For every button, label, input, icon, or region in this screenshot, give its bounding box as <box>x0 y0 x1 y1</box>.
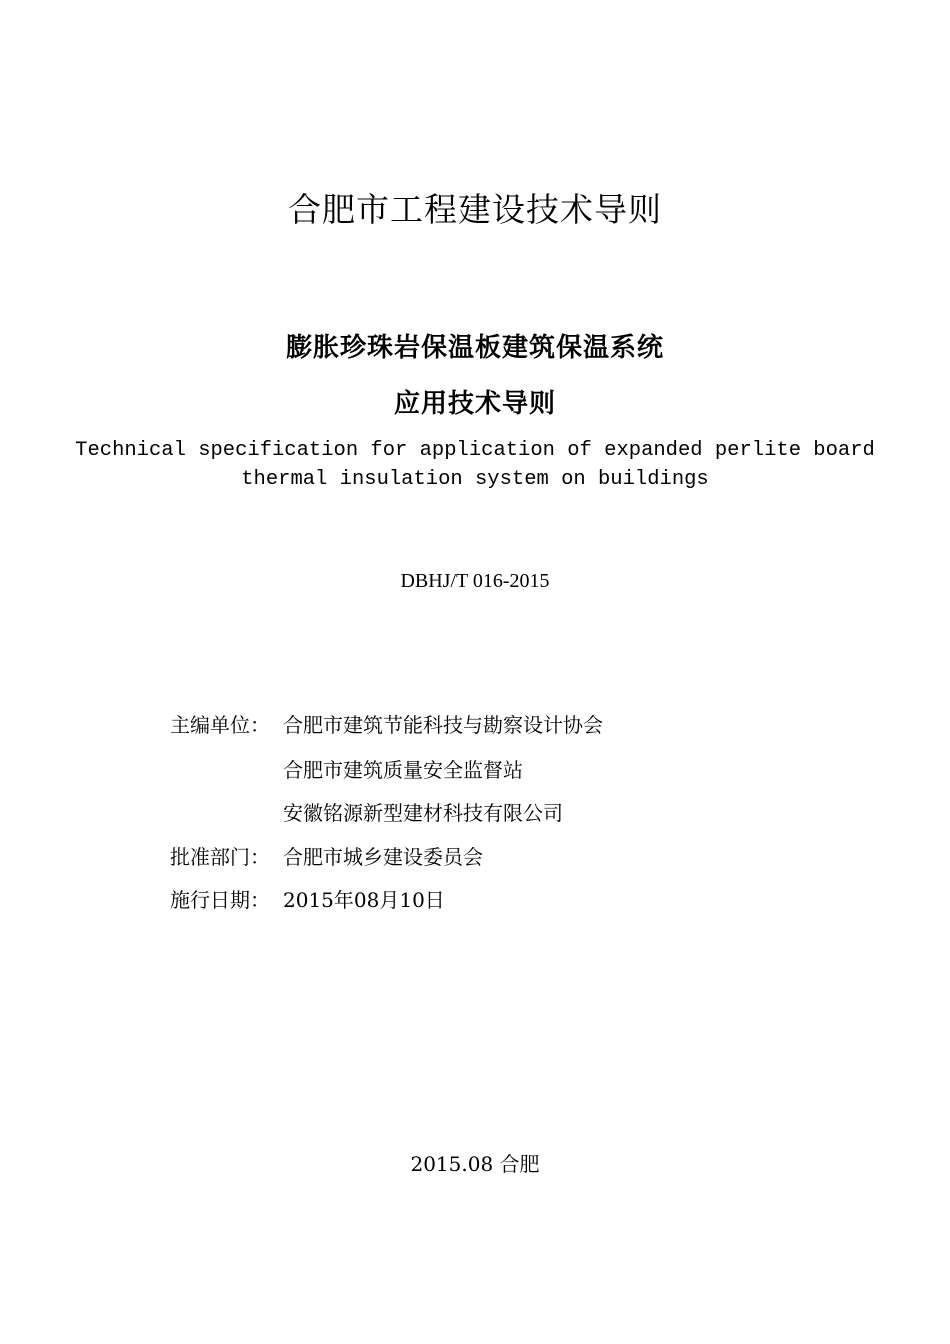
footer-date-place: 2015.08 合肥 <box>410 1152 540 1176</box>
chief-editor-3: 安徽铭源新型建材科技有限公司 <box>283 801 563 825</box>
document-title-cn-line2: 应用技术导则 <box>393 389 556 419</box>
standard-code: DBHJ/T 016-2015 <box>400 570 550 592</box>
chief-editor-1: 合肥市建筑节能科技与勘察设计协会 <box>283 713 603 737</box>
chief-editor-row <box>170 710 603 740</box>
approval-value: 合肥市城乡建设委员会 <box>283 845 483 869</box>
document-title-en-line1: Technical specification for application of expanded perlite board <box>75 439 875 462</box>
series-title: 合肥市工程建设技术导则 <box>288 190 662 229</box>
document-title-en-line2: thermal insulation system on buildings <box>241 468 709 491</box>
chief-editor-label: 主编单位： <box>170 713 270 737</box>
effective-date-label: 施行日期： <box>170 888 270 912</box>
document-title-cn-line1: 膨胀珍珠岩保温板建筑保温系统 <box>285 333 664 363</box>
approval-row <box>170 842 483 872</box>
effective-date-row <box>170 885 445 915</box>
effective-date-value: 2015年08月10日 <box>283 888 445 912</box>
approval-label: 批准部门： <box>170 845 270 869</box>
chief-editor-2: 合肥市建筑质量安全监督站 <box>283 758 523 782</box>
